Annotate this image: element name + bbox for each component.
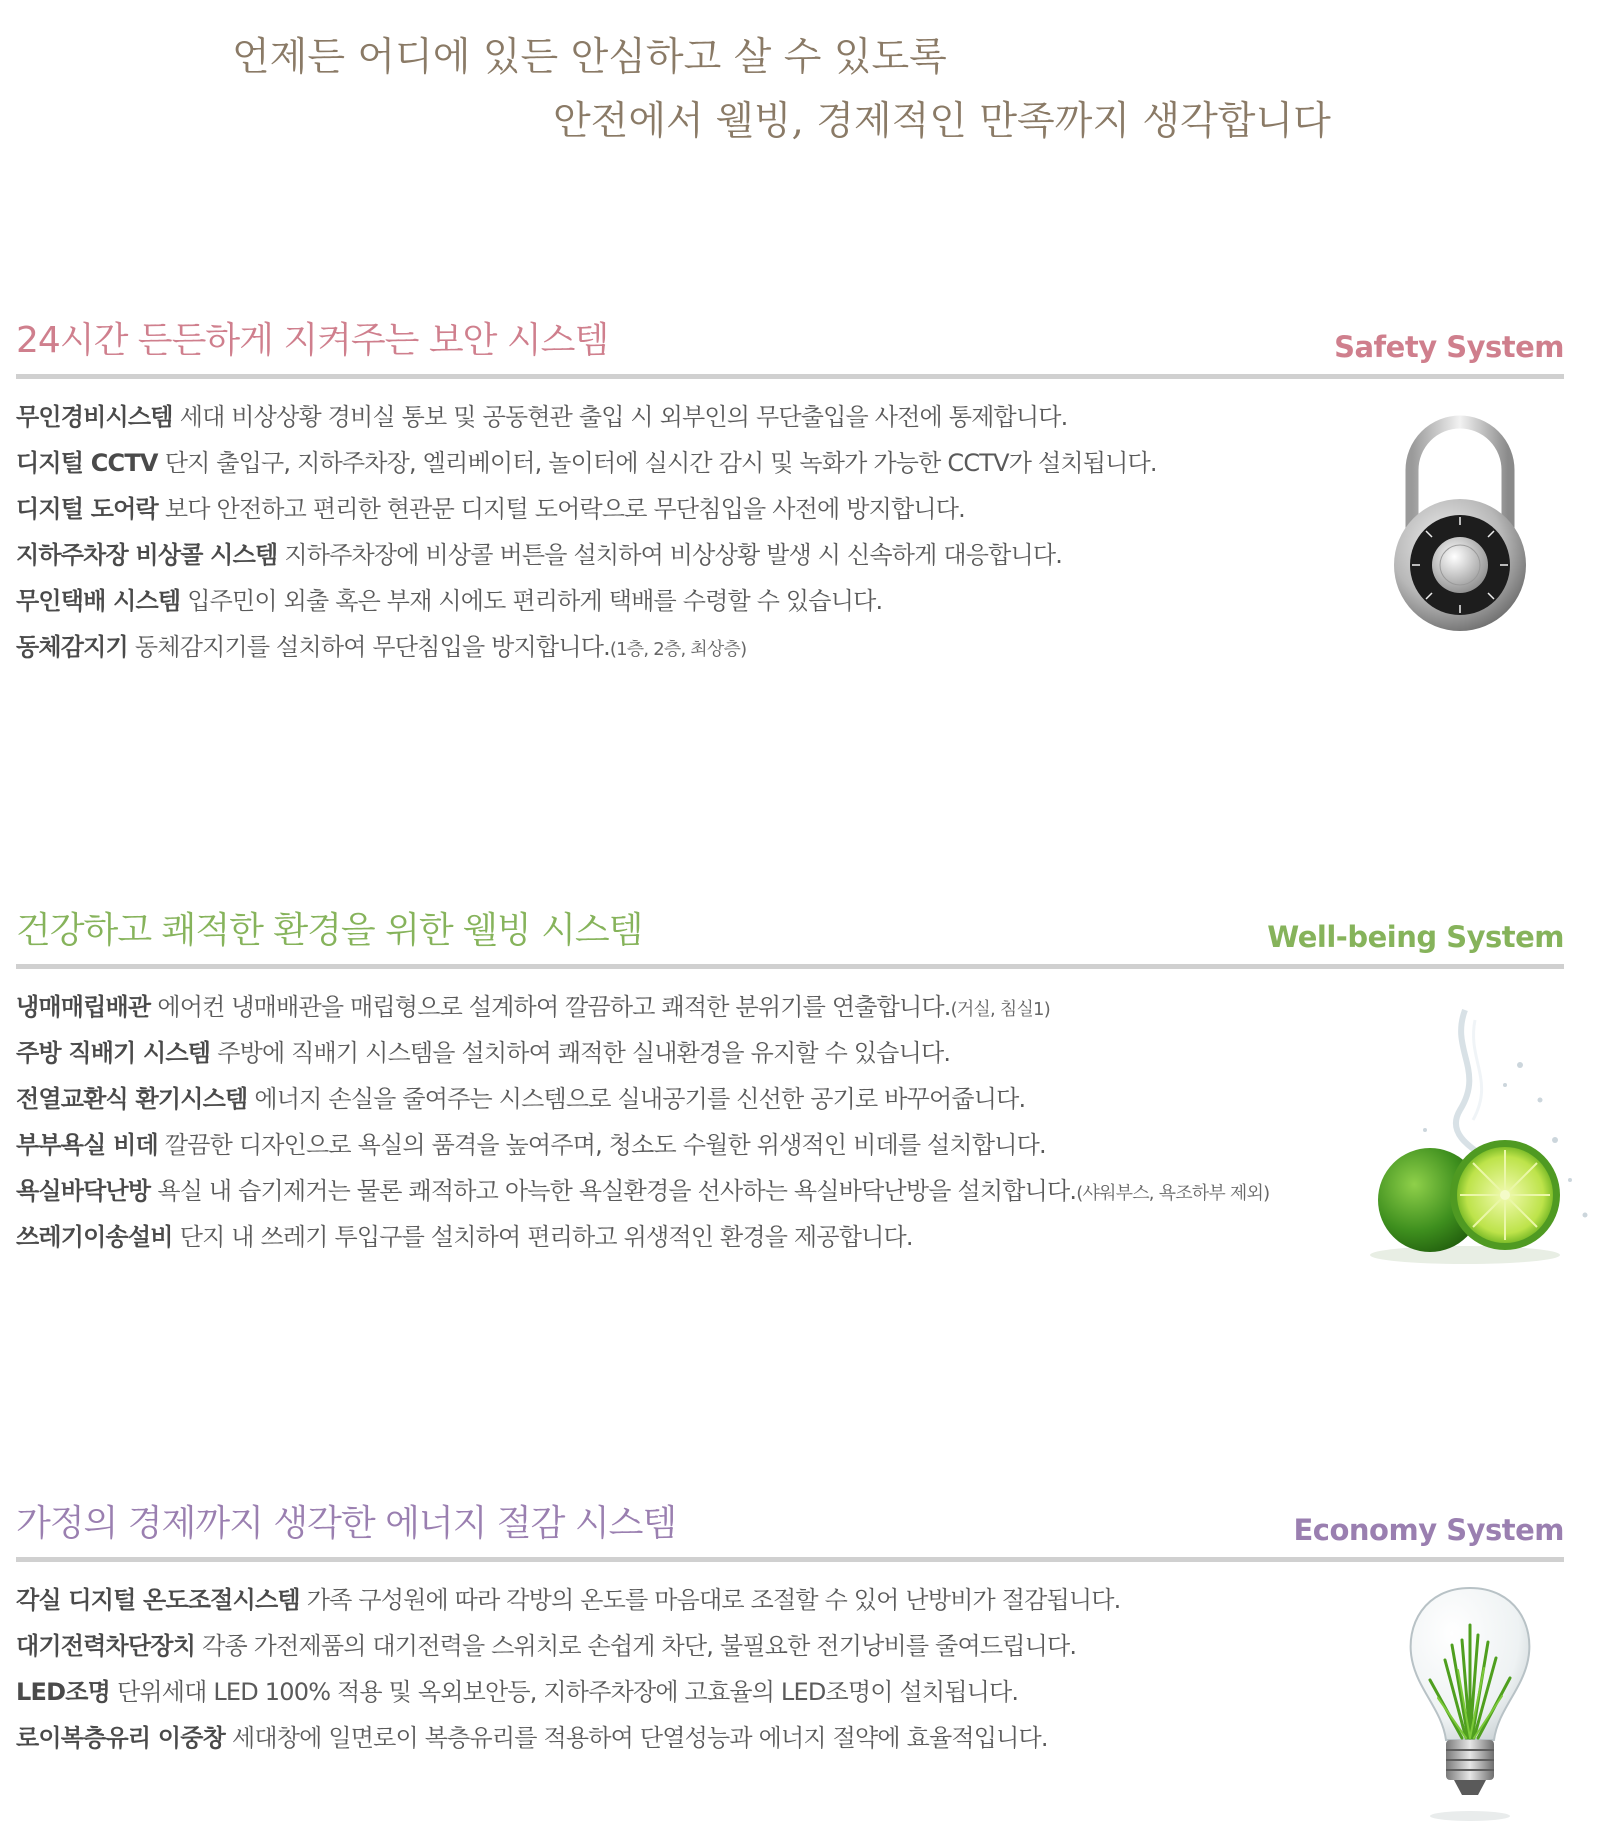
economy-section [16,1495,1564,1795]
section-title: 24시간 든든하게 지켜주는 보안 시스템 [16,320,609,361]
list-item [16,624,1157,670]
feature-desc: 지하주차장에 비상콜 버튼을 설치하여 비상상황 발생 시 신속하게 대응합니다. [284,541,1063,569]
feature-desc: 보다 안전하고 편리한 현관문 디지털 도어락으로 무단침입을 사전에 방지합니다. [164,495,965,523]
feature-term: 각실 디지털 온도조절시스템 [16,1586,300,1614]
section-divider [16,374,1564,379]
list-item [16,532,1157,578]
feature-term: 냉매매립배관 [16,993,151,1021]
feature-desc: 단위세대 LED 100% 적용 및 옥외보안등, 지하주차장에 고효율의 LED조명이 설치됩니다. [116,1678,1019,1706]
list-item [16,1030,1269,1076]
feature-desc: 에어컨 냉매배관을 매립형으로 설계하여 깔끔하고 쾌적한 분위기를 연출합니다. [157,993,951,1021]
feature-note: (거실, 침실1) [950,999,1050,1020]
feature-desc: 욕실 내 습기제거는 물론 쾌적하고 아늑한 욕실환경을 선사하는 욕실바닥난방을 설치합니다. [157,1177,1077,1205]
safety-section [16,312,1564,672]
list-item [16,486,1157,532]
list-item [16,1623,1121,1669]
list-item [16,394,1157,440]
intro-line-2: 안전에서 웰빙, 경제적인 만족까지 생각합니다 [553,99,1331,144]
list-item [16,1669,1121,1715]
light-bulb-icon [1400,1580,1540,1825]
section-title-en: Economy System [1293,1513,1564,1547]
padlock-icon [1390,415,1530,640]
feature-term: 쓰레기이송설비 [16,1223,173,1251]
feature-term: 전열교환식 환기시스템 [16,1085,248,1113]
list-item [16,1168,1269,1214]
intro-line-1: 언제든 어디에 있든 안심하고 살 수 있도록 [232,35,947,80]
feature-term: 동체감지기 [16,633,128,661]
feature-term: 욕실바닥난방 [16,1177,151,1205]
feature-term: LED조명 [16,1678,110,1706]
feature-desc: 세대 비상상황 경비실 통보 및 공동현관 출입 시 외부인의 무단출입을 사전에 통제합니다. [179,403,1068,431]
list-item [16,1122,1269,1168]
feature-desc: 주방에 직배기 시스템을 설치하여 쾌적한 실내환경을 유지할 수 있습니다. [217,1039,951,1067]
section-title-en: Safety System [1334,330,1564,364]
feature-list [16,984,1269,1260]
section-title: 건강하고 쾌적한 환경을 위한 웰빙 시스템 [16,910,643,951]
wellbeing-section [16,902,1564,1262]
feature-term: 지하주차장 비상콜 시스템 [16,541,278,569]
feature-desc: 세대창에 일면로이 복층유리를 적용하여 단열성능과 에너지 절약에 효율적입니다. [232,1724,1048,1752]
list-item [16,578,1157,624]
feature-term: 로이복층유리 이중창 [16,1724,226,1752]
feature-list [16,394,1157,670]
feature-term: 대기전력차단장치 [16,1632,196,1660]
list-item [16,1715,1121,1761]
feature-term: 무인경비시스템 [16,403,173,431]
list-item [16,1076,1269,1122]
list-item [16,1214,1269,1260]
feature-desc: 입주민이 외출 혹은 부재 시에도 편리하게 택배를 수령할 수 있습니다. [187,587,883,615]
section-divider [16,964,1564,969]
feature-desc: 동체감지기를 설치하여 무단침입을 방지합니다. [134,633,610,661]
feature-term: 디지털 도어락 [16,495,158,523]
list-item [16,1577,1121,1623]
list-item [16,984,1269,1030]
feature-note: (샤워부스, 욕조하부 제외) [1076,1183,1270,1204]
list-item [16,440,1157,486]
feature-desc: 각종 가전제품의 대기전력을 스위치로 손쉽게 차단, 불필요한 전기낭비를 줄여드립니다. [202,1632,1077,1660]
feature-desc: 단지 내 쓰레기 투입구를 설치하여 편리하고 위생적인 환경을 제공합니다. [179,1223,913,1251]
feature-desc: 단지 출입구, 지하주차장, 엘리베이터, 놀이터에 실시간 감시 및 녹화가 가능한 CCTV가 설치됩니다. [164,449,1157,477]
feature-desc: 깔끔한 디자인으로 욕실의 품격을 높여주며, 청소도 수월한 위생적인 비데를 설치합니다. [164,1131,1046,1159]
feature-list [16,1577,1121,1761]
section-title: 가정의 경제까지 생각한 에너지 절감 시스템 [16,1503,677,1544]
feature-term: 주방 직배기 시스템 [16,1039,211,1067]
lime-splash-icon [1355,990,1600,1270]
feature-term: 부부욕실 비데 [16,1131,158,1159]
feature-note: (1층, 2층, 최상층) [609,639,747,660]
feature-term: 무인택배 시스템 [16,587,181,615]
section-title-en: Well-being System [1267,920,1564,954]
feature-desc: 에너지 손실을 줄여주는 시스템으로 실내공기를 신선한 공기로 바꾸어줍니다. [254,1085,1026,1113]
section-divider [16,1557,1564,1562]
intro-heading [0,0,1600,160]
feature-term: 디지털 CCTV [16,449,158,477]
feature-desc: 가족 구성원에 따라 각방의 온도를 마음대로 조절할 수 있어 난방비가 절감됩니다. [306,1586,1121,1614]
